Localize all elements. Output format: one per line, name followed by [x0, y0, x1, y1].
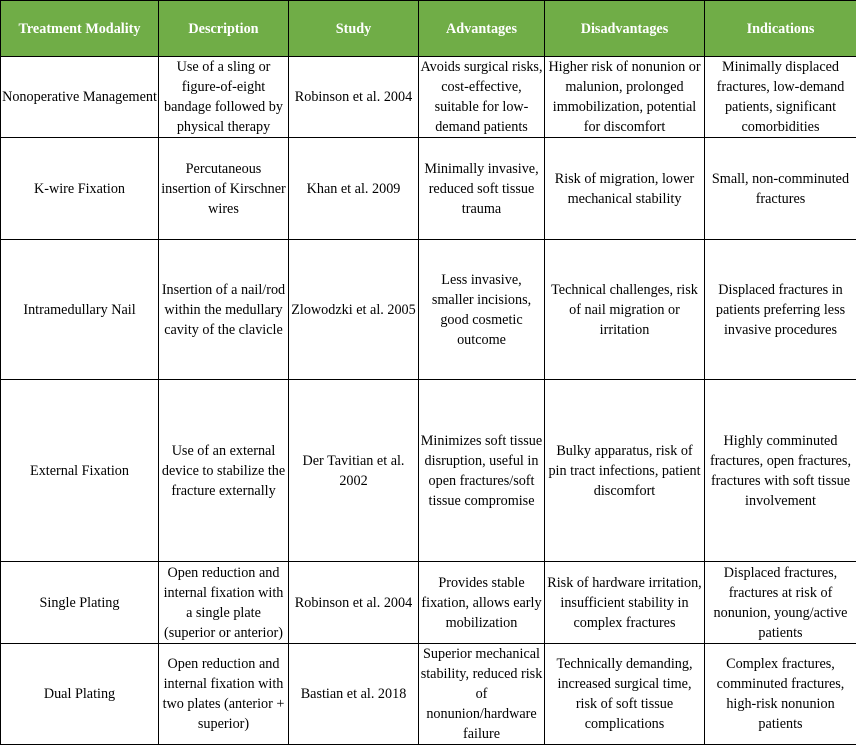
- header-disadvantages: Disadvantages: [545, 1, 705, 57]
- cell-study: Robinson et al. 2004: [289, 562, 419, 644]
- cell-disadvantages: Higher risk of nonunion or malunion, prolonged immobilization, potential for discomfort: [545, 57, 705, 138]
- cell-treatment-modality: K-wire Fixation: [1, 138, 159, 240]
- cell-advantages: Less invasive, smaller incisions, good cosmetic outcome: [419, 240, 545, 380]
- header-description: Description: [159, 1, 289, 57]
- table-row: [1, 380, 856, 562]
- table-row: [1, 562, 856, 644]
- cell-indications: Highly comminuted fractures, open fractures, fractures with soft tissue involvement: [705, 380, 856, 562]
- cell-disadvantages: Technically demanding, increased surgical time, risk of soft tissue complications: [545, 644, 705, 745]
- cell-treatment-modality: Intramedullary Nail: [1, 240, 159, 380]
- cell-disadvantages: Risk of migration, lower mechanical stability: [545, 138, 705, 240]
- cell-study: Bastian et al. 2018: [289, 644, 419, 745]
- cell-advantages: Avoids surgical risks, cost-effective, suitable for low-demand patients: [419, 57, 545, 138]
- cell-study: Khan et al. 2009: [289, 138, 419, 240]
- header-row: [1, 1, 856, 57]
- cell-description: Open reduction and internal fixation with a single plate (superior or anterior): [159, 562, 289, 644]
- cell-indications: Complex fractures, comminuted fractures, high-risk nonunion patients: [705, 644, 856, 745]
- cell-study: Zlowodzki et al. 2005: [289, 240, 419, 380]
- cell-treatment-modality: Nonoperative Management: [1, 57, 159, 138]
- header-indications: Indications: [705, 1, 856, 57]
- cell-treatment-modality: Dual Plating: [1, 644, 159, 745]
- header-advantages: Advantages: [419, 1, 545, 57]
- cell-study: Der Tavitian et al. 2002: [289, 380, 419, 562]
- cell-treatment-modality: External Fixation: [1, 380, 159, 562]
- header-treatment-modality: Treatment Modality: [1, 1, 159, 57]
- cell-indications: Displaced fractures, fractures at risk of nonunion, young/active patients: [705, 562, 856, 644]
- cell-description: Insertion of a nail/rod within the medullary cavity of the clavicle: [159, 240, 289, 380]
- cell-description: Use of an external device to stabilize the fracture externally: [159, 380, 289, 562]
- cell-description: Open reduction and internal fixation with two plates (anterior + superior): [159, 644, 289, 745]
- cell-indications: Displaced fractures in patients preferring less invasive procedures: [705, 240, 856, 380]
- cell-advantages: Minimizes soft tissue disruption, useful in open fractures/soft tissue compromise: [419, 380, 545, 562]
- table-row: [1, 138, 856, 240]
- cell-indications: Minimally displaced fractures, low-demand patients, significant comorbidities: [705, 57, 856, 138]
- cell-advantages: Minimally invasive, reduced soft tissue trauma: [419, 138, 545, 240]
- table-row: [1, 57, 856, 138]
- cell-description: Percutaneous insertion of Kirschner wires: [159, 138, 289, 240]
- cell-indications: Small, non-comminuted fractures: [705, 138, 856, 240]
- cell-advantages: Superior mechanical stability, reduced risk of nonunion/hardware failure: [419, 644, 545, 745]
- cell-treatment-modality: Single Plating: [1, 562, 159, 644]
- cell-disadvantages: Risk of hardware irritation, insufficient stability in complex fractures: [545, 562, 705, 644]
- table-row: [1, 240, 856, 380]
- cell-description: Use of a sling or figure-of-eight bandage followed by physical therapy: [159, 57, 289, 138]
- cell-disadvantages: Technical challenges, risk of nail migration or irritation: [545, 240, 705, 380]
- table-row: [1, 644, 856, 745]
- cell-study: Robinson et al. 2004: [289, 57, 419, 138]
- header-study: Study: [289, 1, 419, 57]
- cell-advantages: Provides stable fixation, allows early mobilization: [419, 562, 545, 644]
- cell-disadvantages: Bulky apparatus, risk of pin tract infections, patient discomfort: [545, 380, 705, 562]
